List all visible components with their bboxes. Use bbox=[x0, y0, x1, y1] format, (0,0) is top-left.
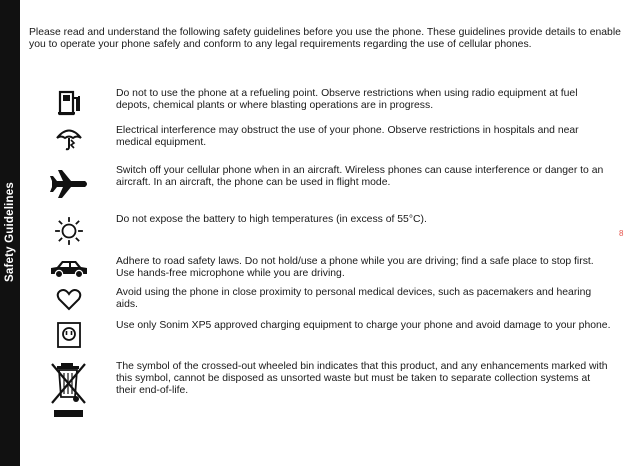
guideline-text: Switch off your cellular phone when in an aircraft. Wireless phones can cause interference or danger to an aircraft. In an aircraft, the phone can be used in flight mode. bbox=[116, 165, 604, 188]
interference-umbrella-icon bbox=[47, 125, 91, 151]
guideline-text: The symbol of the crossed-out wheeled bin indicates that this product, and any enhancements marked with this symbol, cannot be disposed as unsorted waste but must be taken to separate collection systems at their end-of-life. bbox=[116, 361, 608, 396]
airplane-icon bbox=[47, 168, 91, 200]
fuel-pump-icon bbox=[47, 90, 91, 116]
heart-icon bbox=[47, 288, 91, 312]
intro-paragraph: Please read and understand the following safety guidelines before you use the phone. These guidelines provide details to enable you to operate your phone safely and conform to any legal requirements regarding the use of cellular phones. bbox=[29, 27, 621, 50]
guideline-text: Use only Sonim XP5 approved charging equipment to charge your phone and avoid damage to your phone. bbox=[116, 320, 611, 331]
guideline-text: Electrical interference may obstruct the use of your phone. Observe restrictions in hospitals and near medical equipment. bbox=[116, 125, 579, 148]
crossed-bin-icon bbox=[47, 361, 91, 423]
page-number: 8 bbox=[619, 229, 624, 238]
car-icon bbox=[47, 257, 91, 279]
sun-icon bbox=[47, 216, 91, 246]
sidebar-tab bbox=[0, 0, 20, 466]
sidebar-title: Safety Guidelines bbox=[4, 182, 16, 282]
guideline-text: Avoid using the phone in close proximity to personal medical devices, such as pacemakers and hearing aids. bbox=[116, 287, 592, 310]
guideline-text: Do not expose the battery to high temperatures (in excess of 55°C). bbox=[116, 214, 427, 225]
charger-plug-icon bbox=[47, 320, 91, 350]
guideline-text: Do not to use the phone at a refueling point. Observe restrictions when using radio equipment at fuel depots, chemical plants or where blasting operations are in progress. bbox=[116, 88, 578, 111]
guideline-text: Adhere to road safety laws. Do not hold/use a phone while you are driving; find a safe place to stop first. Use hands-free microphone while you are driving. bbox=[116, 256, 594, 279]
